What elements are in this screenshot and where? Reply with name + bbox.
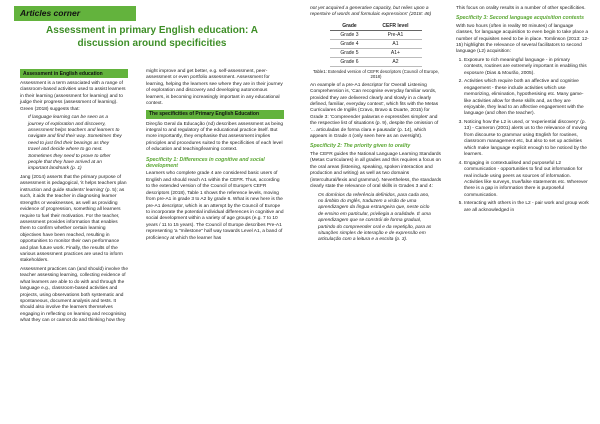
block-quote: If language learning can be seen as a journey of exploration and discovery, assessment helps teachers and learners to navigate and find their way. Sometimes they need to just find their bearings as they travel and decide where to go next. Sometimes they need to prove to other people that they have arrived at an important landmark (p. 1): [28, 115, 122, 172]
section-heading-specificities: The specificities of Primary English Education: [146, 110, 284, 119]
table-header-row: [330, 22, 422, 31]
table-cell: Grade 3: [330, 30, 369, 39]
table-cell: Pre-A1: [369, 30, 422, 39]
table-cell: A2: [369, 57, 422, 66]
list-item: 2. Activities which require both an affective and cognitive engagement - these include activities which use memorizing, elimination, hypothesising etc. Many game-like activities allow for these skills and, as they are enjoyable, they lead to an affective engagement with the language (and often the teacher).: [464, 79, 590, 117]
paragraph: Learners who complete grade 4 are considered basic users of English and should reach A1 within the CEFR. Thus, according to the extended version of the Council of Europe's CEFR descriptors (2018), Table 1 shows the reference levels, moving from pre-A1 in grade 3 to A2 by grade 6. What is new here is the pre-A1 descriptor, which is an attempt by the Council of Europe to incorporate the potential individual differences in cognitive and social development within a variety of age groups (e.g. 7 to 10 years / 11 to 15 years). The Council of Europe describes Pre-A1 representing 'a "milestone" half way towards Level A1, a band of proficiency at which the learner has: [146, 171, 284, 241]
column-2: [146, 69, 284, 244]
table-row: [330, 48, 422, 57]
table-cell: A1+: [369, 48, 422, 57]
cefr-table: [330, 22, 422, 67]
list-item: 1. Exposure to rich meaningful language - in primary contexts, routines are extremely important in enabling this exposure (Dias & Mourão, 2005).: [464, 58, 590, 77]
column-1: [20, 69, 128, 327]
articles-corner-tag: Articles corner: [14, 6, 136, 21]
section-heading-assessment: Assessment in English education: [20, 69, 128, 78]
list-item: 5. Interacting with others in the L2 - pair work and group work are all acknowledged in: [464, 201, 590, 214]
paragraph: Jang (2014) asserts that the primary purpose of assessment is pedagogical, 'it helps teachers plan instruction and guide students' learning' (p. 5); as such, it aids the teacher in diagnosing learner strengths or weaknesses, as well as providing evidence of progression, something all learners require to fuel their motivation. For the teacher, assessment provides information that enables them to confirm whether certain learning objectives have been reached, resulting in opportunities to monitor their own performance and plan future work. Finally, the results of the various assessment practices are used to inform stakeholders.: [20, 175, 127, 264]
paragraph: Assessment is a term associated with a range of classroom-based activities used to assist learners in their learning (assessment for learning) and to judge their progress (assessment of learning). Green (2018) suggests that:: [20, 81, 126, 112]
column-3: [310, 6, 442, 246]
paragraph: This focus on orality results in a number of other specificities.: [456, 6, 586, 11]
table-row: [330, 57, 422, 66]
list-item: 3. Noticing how the L2 is used, or 'experiential discovery' (p. 13) - Cameron (2001) alerts us to the relevance of moving from discourse to grammar using English for routines, classroom management etc, but also to set up activities which make language explicit enough to be noticed by the learners.: [464, 120, 590, 158]
list-item: 4. Engaging in contextualised and purposeful L2 communication - opportunities to find out information for real include using peers as sources of information. Activities like surveys, true/false statements etc. Wherever there is a gap in information there is purposeful communication.: [464, 161, 590, 199]
table-row: [330, 30, 422, 39]
subheading-specificity-1: Specificity 1: Differences in cognitive and social development: [146, 156, 265, 170]
paragraph: The CEFR guides the National Language Learning Standards (Metas Curriculares) in all grades and this requires a focus on the oral areas (listening, speaking, spoken interaction and production and writing) as well as two domains (intercultural/lexis and grammar). Nevertheless, the standards clearly state the relevance of oral skills in Grades 3 and 4:: [310, 151, 442, 189]
table-row: [330, 39, 422, 48]
table-caption: Table1: Extended version of CEFR descriptors (Council of Europe, 2018): [312, 68, 440, 80]
table-cell: Grade 5: [330, 48, 369, 57]
table-cell: Grade 4: [330, 39, 369, 48]
article-title: Assessment in primary English education: A discussion around specificities: [46, 25, 258, 49]
paragraph: Assessment practices can (and should) involve the teacher assessing learning, collecting evidence of what learners are able to do with and through the language e.g., classroom-based activities and projects, using observations both systematic and spontaneous, document analysis and tests. It should also involve the learners themselves engaging in reflecting on learning and recognising what they can or cannot do and thinking how they: [20, 266, 128, 324]
table-header-cefr: CEFR level: [369, 22, 422, 31]
paragraph: An example of a pre-A1 descriptor for Overall Listening Comprehension is, 'Can recognise everyday familiar words, provided they are delivered clearly and slowly in a clearly defined, familiar, everyday context', which fits with the Metas Curriculares de Inglês (Cravo, Bravo & Duarte, 2015) for Grade 3: 'Compreender palavras e expressões simples' and the respective list of situations (p. 9), despite the omission of '... articuladas de forma clara e pausada' (p. 14), which appears in Grade 4 (only seen here as an oversight).: [310, 82, 439, 140]
block-quote: Os domínios da referência definidos, para cada ano, no âmbito do Inglês, traduzem a visão de uma aprendizagem da língua estrangeira que, neste ciclo de ensino em particular, privilegia a oralidade. É uma aprendizagem que se constrói de forma gradual, partindo do compreender oral e da repetição, para as situações simples de interação e de expressão em articulação com a leitura e a escrita (p. 3).: [318, 192, 432, 243]
paragraph: not yet acquired a generative capacity, but relies upon a repertoire of words and formulaic expressions' (2018: 46): [310, 6, 432, 18]
paragraph: With two hours (often in reality 90 minutes) of language classes, for language acquisition to even begin to take place a number of requisites need to be in place. Tomlinson (2013: 12-15) highlights the relevance of several facilitators to second language (L2) acquisition:: [456, 23, 589, 55]
table-cell: Grade 6: [330, 57, 369, 66]
paragraph: might improve and get better, e.g. self-assessment, peer-assessment or even portfolio assessment. Assessment for learning, helping the learners see where they are in their journey of exploration and discovery and developing autonomous learners, is becoming increasingly important in any educational context.: [146, 69, 283, 107]
column-4: [456, 6, 590, 216]
paragraph: Direção Geral da Educação (nd) describes assessment as being integral to and regulatory of the educational practice itself. But more importantly, they emphasise that assessment implies principles and procedures suited to the specificities of each level of education and teaching/learning context.: [146, 121, 284, 153]
facilitators-list: [456, 58, 590, 214]
subheading-specificity-3: Specificity 3: Second language acquisition contexts: [456, 15, 584, 22]
subheading-specificity-2: Specificity 2: The priority given to orality: [310, 143, 411, 150]
table-header-grade: Grade: [330, 22, 369, 31]
table-cell: A1: [369, 39, 422, 48]
